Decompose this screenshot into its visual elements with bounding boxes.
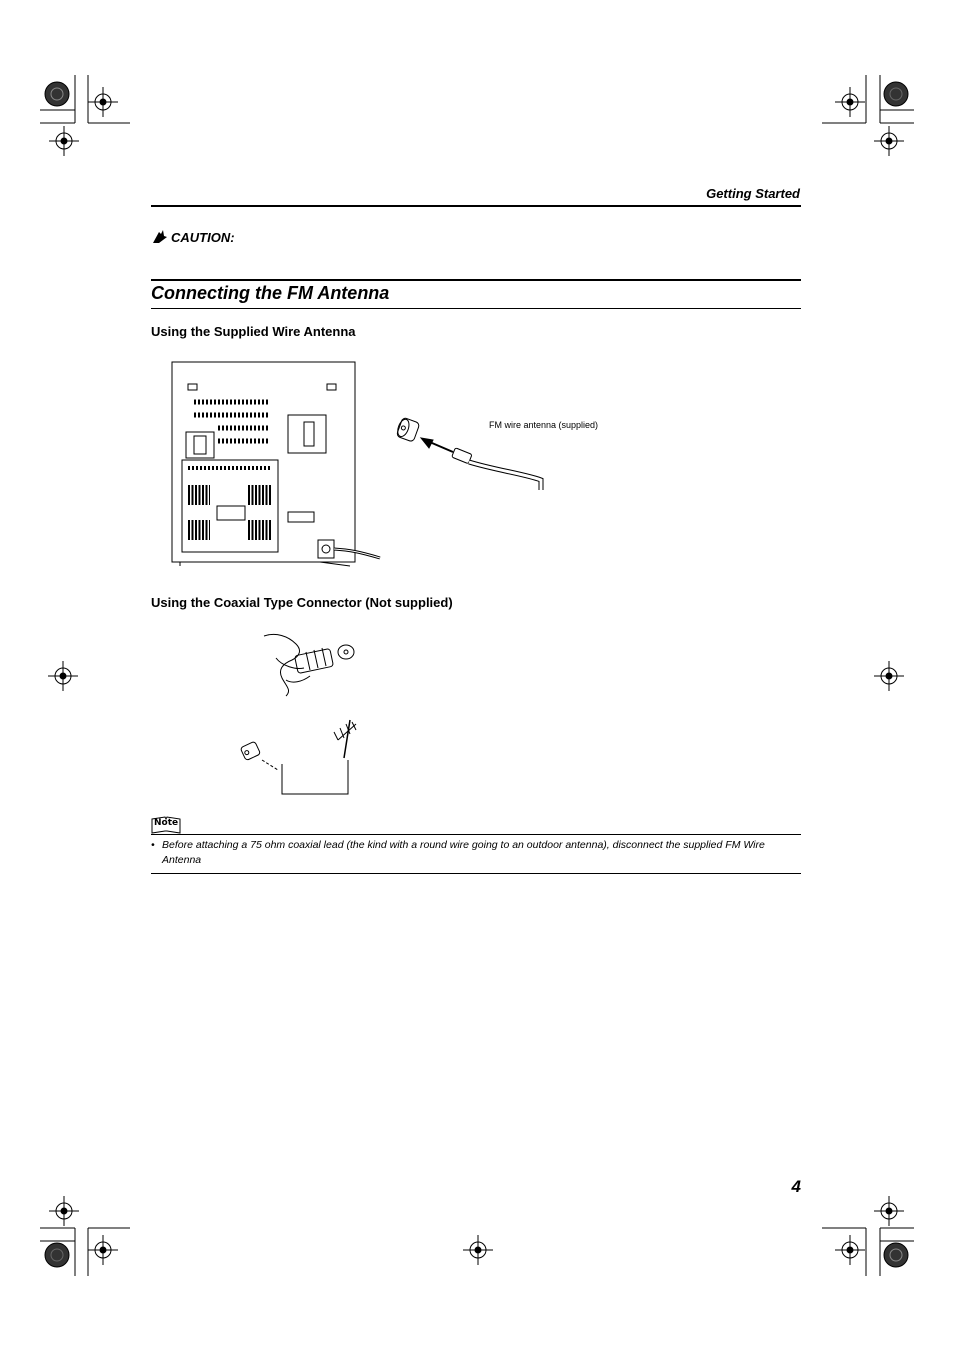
section-top-rule [151,279,801,281]
outdoor-antenna-connection-illustration [238,718,378,808]
color-registration-icon [883,81,909,107]
caution-hand-icon [151,229,169,245]
header-rule [151,205,801,207]
note-bottom-rule [151,873,801,874]
color-registration-icon [883,1242,909,1268]
registration-target-icon [88,87,118,117]
color-registration-icon [44,81,70,107]
note-text: Before attaching a 75 ohm coaxial lead (the kind with a round wire going to an outdoor antenna), disconnect the supplied FM Wire Antenna [162,839,765,866]
fm-antenna-callout: FM wire antenna (supplied) [489,420,599,430]
registration-target-icon [835,1235,865,1265]
page-number: 4 [791,1177,801,1196]
registration-target-icon [874,126,904,156]
registration-target-icon [835,87,865,117]
registration-target-icon [874,1196,904,1226]
note-top-rule [151,834,801,835]
subsection-heading-wire: Using the Supplied Wire Antenna [151,324,356,339]
registration-target-icon [463,1235,493,1265]
unit-back-panel-illustration [170,360,385,570]
registration-target-icon [88,1235,118,1265]
registration-target-icon [49,1196,79,1226]
subsection-heading-coaxial: Using the Coaxial Type Connector (Not supplied) [151,595,453,610]
note-bullet: • [151,839,155,851]
coaxial-connector-hand-illustration [262,630,362,700]
registration-target-icon [874,661,904,691]
section-title: Connecting the FM Antenna [151,283,390,303]
section-bottom-rule [151,308,801,309]
caution-text: CAUTION: [171,229,235,245]
note-item [151,838,801,868]
running-header: Getting Started [706,186,800,201]
color-registration-icon [44,1242,70,1268]
registration-target-icon [48,661,78,691]
note-badge-label: Note [154,818,179,828]
note-badge [151,816,181,834]
caution-label [151,229,235,245]
registration-target-icon [49,126,79,156]
